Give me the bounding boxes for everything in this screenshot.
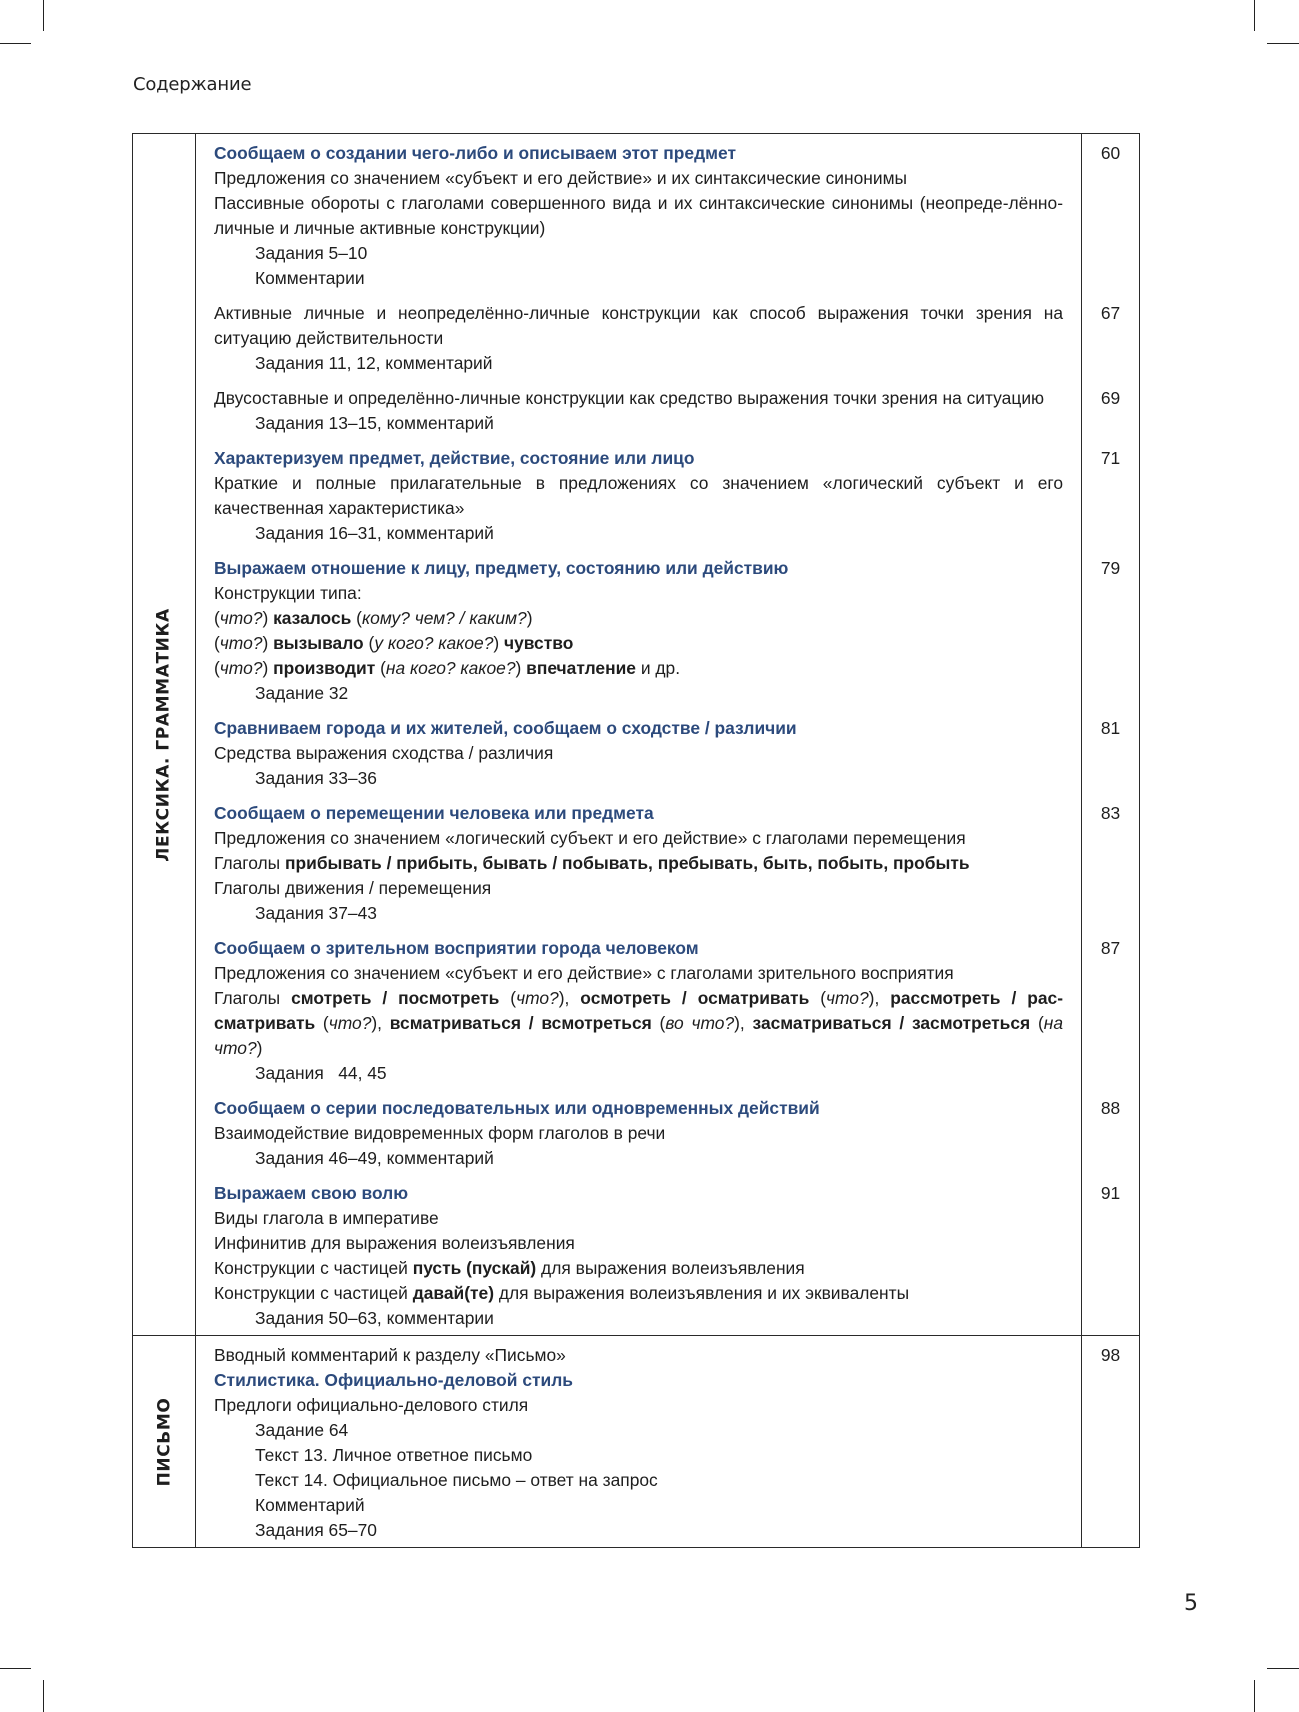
toc-section-letter xyxy=(133,1335,1139,1547)
entry-task: Задания 44, 45 xyxy=(255,1063,387,1083)
entry-heading[interactable]: Сообщаем о зрительном восприятии города человеком xyxy=(214,938,699,958)
section-label-cell xyxy=(133,1336,196,1547)
particle: пусть (пускай) xyxy=(412,1258,537,1278)
entry-heading[interactable]: Сравниваем города и их жителей, сообщаем о сходстве / различии xyxy=(214,718,797,738)
question: у кого? какое? xyxy=(374,633,494,653)
question: на кого? какое? xyxy=(385,658,516,678)
entry-heading[interactable]: Стилистика. Официально-деловой стиль xyxy=(214,1370,573,1390)
entry-text xyxy=(196,301,1082,386)
entry-text xyxy=(196,556,1082,716)
entry-text xyxy=(196,716,1082,801)
entry-text xyxy=(196,1096,1082,1181)
question: на что? xyxy=(214,1013,1063,1058)
entry-text xyxy=(196,446,1082,556)
verb-pair: смотреть / посмотреть xyxy=(291,988,500,1008)
verbs-prefix: Глаголы xyxy=(214,853,285,873)
crop-mark-bottom-right-vertical xyxy=(1254,1680,1255,1712)
crop-mark-top-right-horizontal xyxy=(1267,43,1299,44)
entry-task: Задания 37–43 xyxy=(255,903,377,923)
toc-entry xyxy=(196,446,1139,556)
entry-line: Предлоги официально-делового стиля xyxy=(214,1395,529,1415)
entry-heading[interactable]: Сообщаем о создании чего-либо и описываем этот предмет xyxy=(214,143,736,163)
entry-page-number: 79 xyxy=(1100,558,1121,578)
entry-intro: Вводный комментарий к разделу «Письмо» xyxy=(214,1345,566,1365)
separator: , xyxy=(648,853,658,873)
crop-mark-top-left-vertical xyxy=(43,0,44,31)
crop-mark-bottom-right-horizontal xyxy=(1267,1668,1299,1669)
entry-line: Предложения со значением «субъект и его действие» с глаголами зрительного восприятия xyxy=(214,963,954,983)
entry-task: Задания 11, 12, комментарий xyxy=(255,353,493,373)
entry-task: Задания 33–36 xyxy=(255,768,377,788)
entry-text xyxy=(196,386,1082,446)
entry-heading[interactable]: Выражаем отношение к лицу, предмету, состоянию или действию xyxy=(214,558,789,578)
question: что? xyxy=(219,658,263,678)
entry-page-number: 87 xyxy=(1100,938,1121,958)
entry-page-number: 88 xyxy=(1100,1098,1121,1118)
text: Конструкции с частицей xyxy=(214,1283,413,1303)
particle-line xyxy=(214,1281,1063,1306)
entry-page-number: 91 xyxy=(1100,1183,1121,1203)
crop-mark-bottom-left-vertical xyxy=(43,1680,44,1712)
verb: быть xyxy=(762,853,808,873)
entry-page-number: 81 xyxy=(1100,718,1121,738)
section-body xyxy=(196,1336,1139,1547)
separator: , xyxy=(883,853,893,873)
toc-entry xyxy=(196,1336,1139,1547)
entry-task: Текст 14. Официальное письмо – ответ на запрос xyxy=(255,1470,658,1490)
section-label: ПИСЬМО xyxy=(154,1397,175,1486)
tail: и др. xyxy=(640,658,681,678)
entry-heading[interactable]: Выражаем свою волю xyxy=(214,1183,409,1203)
verb: вызывало xyxy=(273,633,364,653)
entry-line: Предложения со значением «логический субъект и его действие» с глаголами перемещения xyxy=(214,828,966,848)
entry-task: Задания 16–31, комментарий xyxy=(255,523,494,543)
crop-mark-bottom-left-horizontal xyxy=(0,1668,31,1669)
verb-pair: всматриваться / всмотреться xyxy=(389,1013,652,1033)
entry-line: Активные личные и неопределённо-личные конструкции как способ выражения точки зрения на ситуацию действительности xyxy=(214,303,1063,348)
page-number: 5 xyxy=(1184,1591,1198,1616)
toc-section-lexics-grammar xyxy=(133,134,1139,1335)
separator: , xyxy=(753,853,763,873)
section-body xyxy=(196,134,1139,1335)
entry-line: Инфинитив для выражения волеизъявления xyxy=(214,1233,575,1253)
verbs-line xyxy=(214,851,1063,876)
construction-pattern: (что?) казалось (кому? чем? / каким?) xyxy=(214,608,533,628)
entry-task: Задание 64 xyxy=(255,1420,349,1440)
entry-line: Двусоставные и определённо-личные конструкции как средство выражения точки зрения на ситуацию xyxy=(214,388,1045,408)
entry-task: Текст 13. Личное ответное письмо xyxy=(255,1445,533,1465)
verb: пробыть xyxy=(893,853,970,873)
verb: казалось xyxy=(273,608,352,628)
verb: пребывать xyxy=(657,853,754,873)
crop-mark-top-right-vertical xyxy=(1254,0,1255,31)
entry-line: Средства выражения сходства / различия xyxy=(214,743,554,763)
entry-page-number: 71 xyxy=(1100,448,1121,468)
visual-verbs-line: Глаголы смотреть / посмотреть (что?), осмотреть / осматривать (что?), рассмотреть / рас-сматривать (что?), всматриваться / всмотреться (во что?), засматриваться / засмотреться (на что?) xyxy=(214,988,1063,1058)
particle-line xyxy=(214,1256,1063,1281)
entry-text xyxy=(196,1336,1082,1547)
question: кому? чем? / каким? xyxy=(361,608,527,628)
verb-pair: бывать / побывать xyxy=(482,853,649,873)
entry-task: Задания 13–15, комментарий xyxy=(255,413,494,433)
toc-entry xyxy=(196,1181,1139,1335)
running-head: Содержание xyxy=(133,74,252,95)
particle: давай(те) xyxy=(412,1283,494,1303)
entry-line: Пассивные обороты с глаголами совершенного вида и их синтаксические синонимы (неопреде-лённо-личные и личные активные конструкции) xyxy=(214,193,1063,238)
section-label: ЛЕКСИКА. ГРАММАТИКА xyxy=(154,607,175,862)
entry-task: Задания 50–63, комментарии xyxy=(255,1308,494,1328)
entry-line: Взаимодействие видовременных форм глаголов в речи xyxy=(214,1123,666,1143)
construction-pattern: (что?) производит (на кого? какое?) впечатление и др. xyxy=(214,658,681,678)
toc-entry xyxy=(196,801,1139,936)
entry-page-number: 98 xyxy=(1100,1345,1121,1365)
entry-text xyxy=(196,936,1082,1096)
entry-task: Задания 65–70 xyxy=(255,1520,377,1540)
entry-task: Комментарии xyxy=(255,268,365,288)
entry-line: Предложения со значением «субъект и его действие» и их синтаксические синонимы xyxy=(214,168,908,188)
verb-pair: прибывать / прибыть xyxy=(285,853,473,873)
toc-entry xyxy=(196,716,1139,801)
noun: чувство xyxy=(504,633,574,653)
question: что? xyxy=(328,1013,372,1033)
separator: , xyxy=(807,853,818,873)
entry-line: Краткие и полные прилагательные в предложениях со значением «логический субъект и его качественная характеристика» xyxy=(214,473,1063,518)
text: Конструкции с частицей xyxy=(214,1258,413,1278)
entry-task: Задание 32 xyxy=(255,683,349,703)
entry-heading[interactable]: Сообщаем о перемещении человека или предмета xyxy=(214,803,654,823)
toc-entry xyxy=(196,386,1139,446)
entry-line: Виды глагола в императиве xyxy=(214,1208,439,1228)
question: что? xyxy=(826,988,869,1008)
entry-line: Конструкции типа: xyxy=(214,583,362,603)
construction-pattern: (что?) вызывало (у кого? какое?) чувство xyxy=(214,633,574,653)
entry-text xyxy=(196,134,1082,301)
entry-text xyxy=(196,801,1082,936)
question: что? xyxy=(219,608,263,628)
toc-entry xyxy=(196,936,1139,1096)
entry-page-number: 83 xyxy=(1100,803,1121,823)
crop-mark-top-left-horizontal xyxy=(0,43,31,44)
noun: впечатление xyxy=(526,658,636,678)
toc-entry xyxy=(196,556,1139,716)
text: для выражения волеизъявления xyxy=(536,1258,805,1278)
table-of-contents xyxy=(132,133,1140,1548)
question: что? xyxy=(219,633,263,653)
entry-page-number: 69 xyxy=(1100,388,1121,408)
verb: побыть xyxy=(817,853,884,873)
entry-heading[interactable]: Сообщаем о серии последовательных или одновременных действий xyxy=(214,1098,820,1118)
entry-page-number: 67 xyxy=(1100,303,1121,323)
question: во что? xyxy=(665,1013,735,1033)
entry-heading[interactable]: Характеризуем предмет, действие, состояние или лицо xyxy=(214,448,695,468)
toc-entry xyxy=(196,134,1139,301)
toc-entry xyxy=(196,1096,1139,1181)
toc-entry xyxy=(196,301,1139,386)
verb-pair: засматриваться / засмотреться xyxy=(752,1013,1031,1033)
entry-text xyxy=(196,1181,1082,1335)
entry-task: Комментарий xyxy=(255,1495,365,1515)
verb-pair: осмотреть / осматривать xyxy=(580,988,810,1008)
section-label-cell xyxy=(133,134,196,1335)
verb-pair: рассмотреть / рас-сматривать xyxy=(214,988,1063,1033)
separator: , xyxy=(472,853,483,873)
entry-line: Глаголы движения / перемещения xyxy=(214,878,492,898)
text: для выражения волеизъявления и их эквиваленты xyxy=(494,1283,910,1303)
question: что? xyxy=(516,988,559,1008)
verb: производит xyxy=(273,658,376,678)
entry-task: Задания 46–49, комментарий xyxy=(255,1148,494,1168)
entry-page-number: 60 xyxy=(1100,143,1121,163)
entry-task: Задания 5–10 xyxy=(255,243,368,263)
verbs-prefix: Глаголы xyxy=(214,988,292,1008)
